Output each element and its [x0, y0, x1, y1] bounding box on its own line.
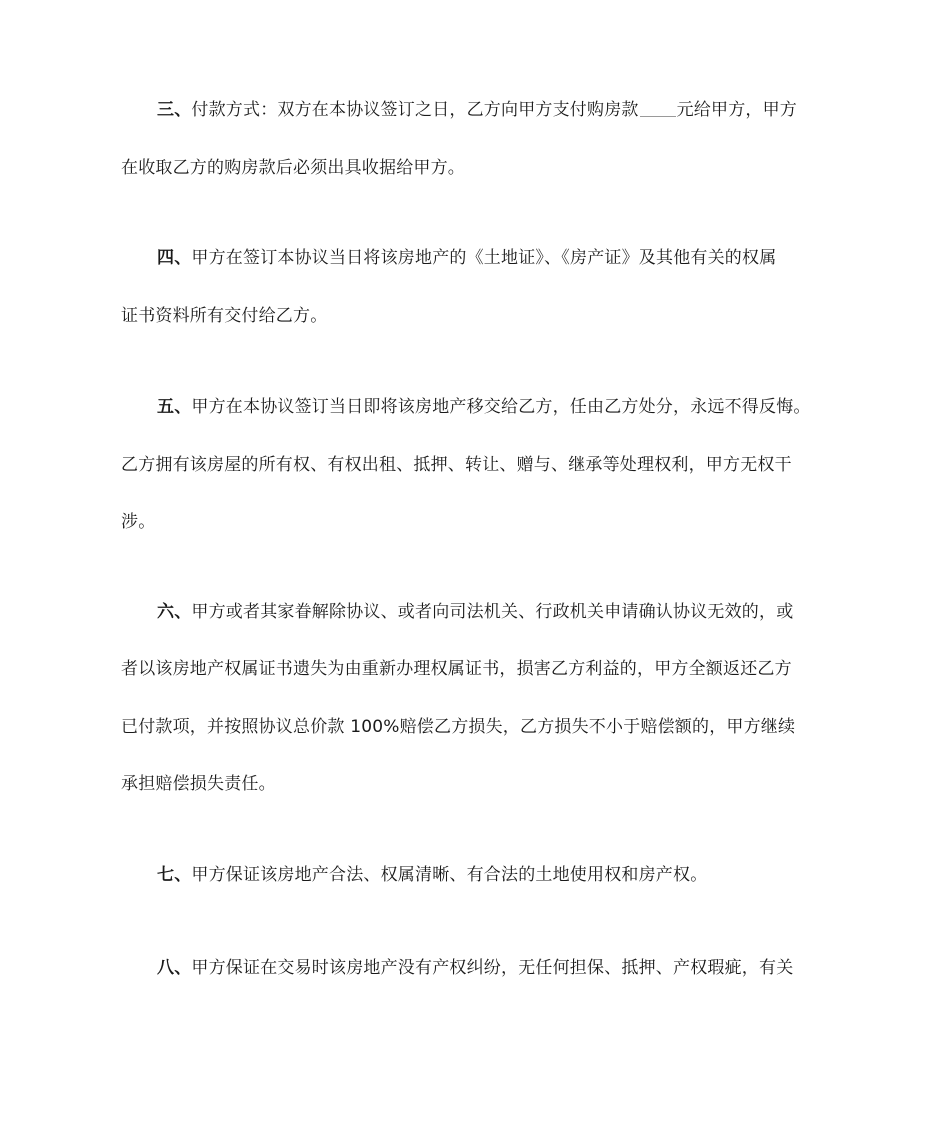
clause-3-line-2: 在收取乙方的购房款后必须出具收据给甲方。 [121, 158, 465, 178]
clause-4-line-1 [157, 247, 776, 269]
clause-3-line-1 [157, 99, 797, 121]
clause-5-line-1 [157, 396, 811, 418]
clause-4-line-2: 证书资料所有交付给乙方。 [121, 306, 328, 326]
clause-5-line-2: 乙方拥有该房屋的所有权、有权出租、抵押、转让、赠与、继承等处理权利，甲方无权干 [121, 455, 792, 475]
clause-5-line-3: 涉。 [121, 512, 156, 532]
clause-8-number: 八、 [157, 958, 192, 978]
clause-8-line-1 [157, 957, 793, 979]
clause-6-text: 甲方或者其家眷解除协议、或者向司法机关、行政机关申请确认协议无效的，或 [191, 602, 794, 622]
clause-8-text: 甲方保证在交易时该房地产没有产权纠纷，无任何担保、抵押、产权瑕疵，有关 [191, 958, 794, 978]
clause-3-number: 三、 [157, 100, 192, 120]
clause-6-line-4: 承担赔偿损失责任。 [121, 774, 276, 794]
amount-blank-field [640, 100, 676, 117]
clause-7-line-1 [157, 864, 707, 886]
clause-3-text-b: 元给甲方，甲方 [676, 100, 798, 120]
clause-7-number: 七、 [157, 865, 192, 885]
clause-5-number: 五、 [157, 397, 192, 417]
clause-4-text: 甲方在签订本协议当日将该房地产的《土地证》、《房产证》及其他有关的权属 [191, 248, 777, 268]
clause-4-number: 四、 [157, 248, 192, 268]
clause-7-text: 甲方保证该房地产合法、权属清晰、有合法的土地使用权和房产权。 [191, 865, 708, 885]
clause-3-text-a: 付款方式：双方在本协议签订之日，乙方向甲方支付购房款 [191, 100, 639, 120]
clause-6-number: 六、 [157, 602, 192, 622]
clause-5-text: 甲方在本协议签订当日即将该房地产移交给乙方，任由乙方处分，永远不得反悔。 [191, 397, 811, 417]
clause-6-line-2: 者以该房地产权属证书遗失为由重新办理权属证书，损害乙方利益的，甲方全额返还乙方 [121, 659, 792, 679]
clause-6-line-3: 已付款项，并按照协议总价款 100%赔偿乙方损失，乙方损失不小于赔偿额的，甲方继续 [121, 717, 796, 737]
clause-6-line-1 [157, 601, 793, 623]
